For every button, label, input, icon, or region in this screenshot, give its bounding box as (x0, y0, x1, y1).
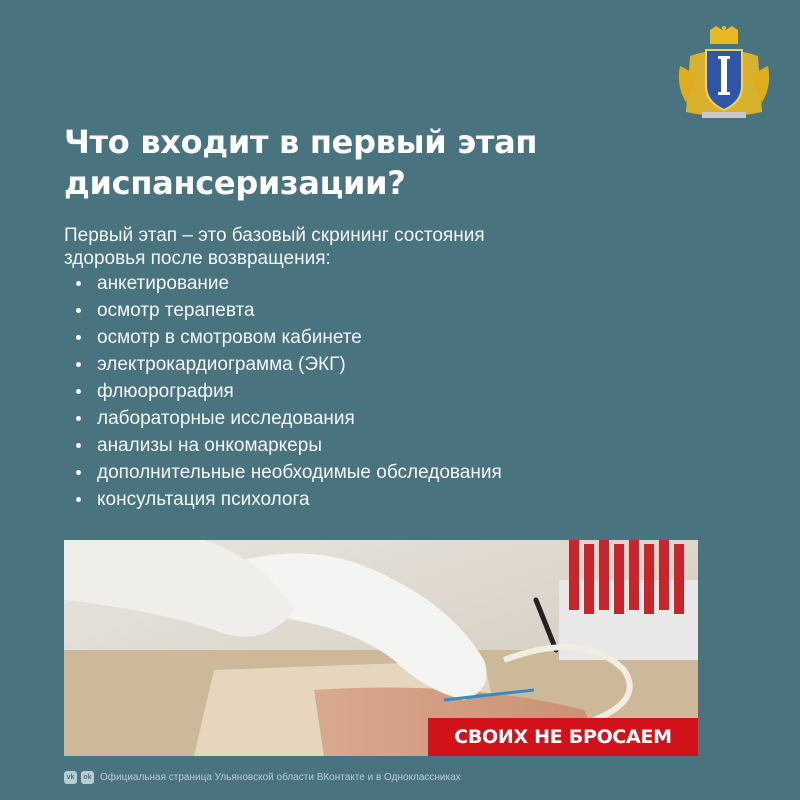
list-item (76, 459, 502, 486)
list-item (76, 324, 502, 351)
list-item-label: анализы на онкомаркеры (97, 434, 322, 456)
bullet-icon (76, 497, 81, 502)
list-item (76, 351, 502, 378)
list-item-label: флюорография (97, 380, 234, 402)
bullet-icon (76, 416, 81, 421)
bullet-icon (76, 389, 81, 394)
title-line-1: Что входит в первый этап (64, 123, 538, 161)
intro-line-2: здоровья после возвращения: (64, 248, 331, 269)
title-line-2: диспансеризации? (64, 164, 406, 202)
bullet-icon (76, 308, 81, 313)
vk-icon[interactable]: vk (64, 771, 77, 784)
odnoklassniki-icon[interactable]: ok (81, 771, 94, 784)
list-item-label: анкетирование (97, 272, 230, 294)
list-item-label: лабораторные исследования (97, 407, 355, 429)
bullet-icon (76, 443, 81, 448)
intro-text (64, 224, 624, 270)
intro-line-1: Первый этап – это базовый скрининг состояния (64, 225, 485, 246)
list-item (76, 486, 502, 513)
bullet-icon (76, 281, 81, 286)
bullet-icon (76, 362, 81, 367)
list-item-label: дополнительные необходимые обследования (97, 461, 502, 483)
list-item (76, 432, 502, 459)
list-item (76, 405, 502, 432)
list-item (76, 297, 502, 324)
list-item-label: консультация психолога (97, 488, 310, 510)
coat-of-arms-icon (672, 26, 776, 122)
bullet-icon (76, 470, 81, 475)
list-item (76, 378, 502, 405)
page-title (64, 122, 684, 204)
list-item-label: осмотр в смотровом кабинете (97, 326, 362, 348)
bullet-icon (76, 335, 81, 340)
list-item-label: осмотр терапевта (97, 299, 255, 321)
screening-list (76, 270, 502, 513)
footer (64, 770, 461, 784)
footer-text: Официальная страница Ульяновской области ВКонтакте и в Одноклассниках (100, 771, 461, 783)
list-item-label: электрокардиограмма (ЭКГ) (97, 353, 346, 375)
blood-draw-photo (64, 540, 698, 756)
slogan-banner: СВОИХ НЕ БРОСАЕМ (428, 718, 698, 756)
list-item (76, 270, 502, 297)
